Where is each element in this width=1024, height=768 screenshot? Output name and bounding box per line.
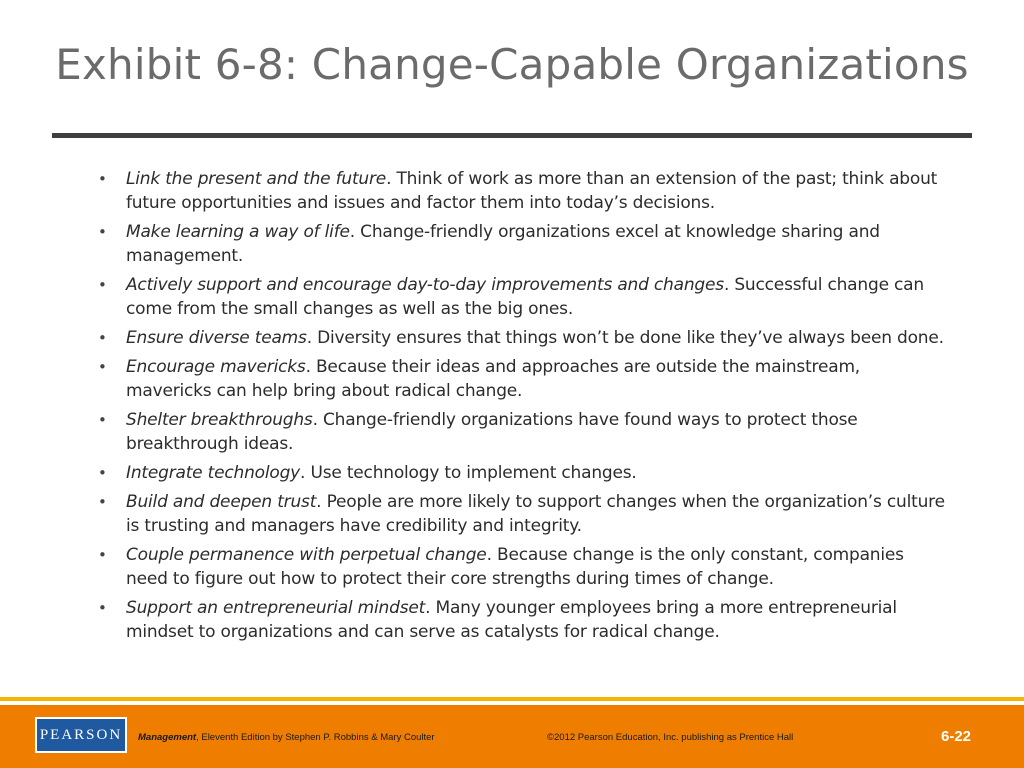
bullet-icon: • [98,546,107,564]
footer-copyright: ©2012 Pearson Education, Inc. publishing as Prentice Hall [547,732,794,743]
item-text: . Many younger employees bring a more entrepreneurial mindset to organizations and can serve as catalysts for radical change. [126,598,897,642]
bullet-icon: • [98,358,107,376]
slide-title: Exhibit 6-8: Change-Capable Organizations [55,40,969,89]
item-text: . People are more likely to support changes when the organization’s culture is trusting and managers have credibility and integrity. [126,492,945,536]
pearson-logo: PEARSON [35,717,127,753]
list-item [98,408,948,456]
list-item [98,543,948,591]
book-title: Management [138,732,197,743]
item-lead: Make learning a way of life [126,222,350,242]
list-item [98,461,948,485]
item-lead: Shelter breakthroughs [126,410,313,430]
bullet-icon: • [98,329,107,347]
list-item [98,167,948,215]
item-text: . Because change is the only constant, companies need to figure out how to protect their core strengths during times of change. [126,545,904,589]
bullet-icon: • [98,464,107,482]
item-text: . Use technology to implement changes. [300,463,637,483]
item-text: . Diversity ensures that things won’t be done like they’ve always been done. [306,328,944,348]
item-lead: Build and deepen trust [126,492,317,512]
item-lead: Ensure diverse teams [126,328,307,348]
item-lead: Couple permanence with perpetual change [126,545,487,565]
list-item [98,596,948,644]
item-lead: Encourage mavericks [126,357,306,377]
item-text: . Change-friendly organizations have found ways to protect those breakthrough ideas. [126,410,858,454]
bullet-icon: • [98,411,107,429]
item-text: . Change-friendly organizations excel at knowledge sharing and management. [126,222,880,266]
list-item [98,355,948,403]
item-text: . Because their ideas and approaches are outside the mainstream, mavericks can help bring about radical change. [126,357,861,401]
footer-book-credit [138,732,435,743]
list-item [98,490,948,538]
bullet-icon: • [98,276,107,294]
list-item [98,326,948,350]
item-lead: Link the present and the future [126,169,387,189]
item-text: . Think of work as more than an extension of the past; think about future opportunities and issues and factor them into today’s decisions. [126,169,938,213]
bullet-list [98,167,948,649]
list-item [98,220,948,268]
title-divider [52,133,972,138]
bullet-icon: • [98,599,107,617]
item-lead: Support an entrepreneurial mindset [126,598,426,618]
slide-number: 6-22 [940,728,972,745]
item-text: . Successful change can come from the small changes as well as the big ones. [126,275,924,319]
book-credit-text: , Eleventh Edition by Stephen P. Robbins & Mary Coulter [196,732,435,743]
item-lead: Actively support and encourage day-to-day improvements and changes [126,275,724,295]
footer-accent-line [0,697,1024,701]
bullet-icon: • [98,170,107,188]
bullet-icon: • [98,223,107,241]
list-item [98,273,948,321]
item-lead: Integrate technology [126,463,301,483]
bullet-icon: • [98,493,107,511]
